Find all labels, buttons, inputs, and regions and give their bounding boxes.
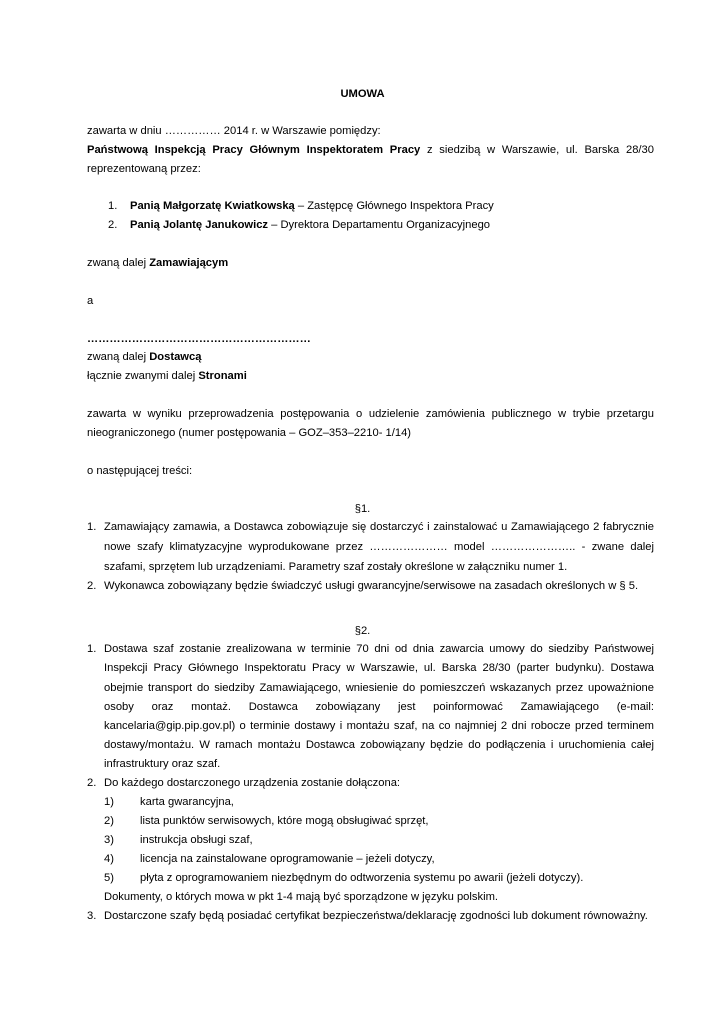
procedure-line-1: zawarta w wyniku przeprowadzenia postępowania o udzielenie zamówienia publicznego w trybie przetargu — [87, 408, 654, 420]
sub-item-text: lista punktów serwisowych, które mogą obsługiwać sprzęt, — [140, 815, 429, 827]
supplier-term: Dostawcą — [149, 351, 202, 363]
sec2-item1-line-3: obejmie transport do siedziby Zamawiającego, wniesienie do pomieszczeń wskazanych przez upoważnione — [104, 682, 654, 694]
supplier-placeholder: …………………………………………………… — [87, 333, 311, 345]
party-address: z siedzibą w Warszawie, ul. Barska 28/30 — [420, 144, 654, 156]
parties-term: Stronami — [198, 370, 247, 382]
list-item-number: 1. — [87, 643, 97, 655]
section-2-heading: §2. — [354, 625, 371, 637]
sec2-item1-line-4: osoby oraz montaż. Dostawca zobowiązany jest poinformować Zamawiającego (e-mail: — [104, 701, 654, 713]
called-supplier — [87, 350, 201, 364]
document-title: UMOWA — [340, 88, 385, 100]
list-item-number: 2. — [108, 219, 118, 231]
sec1-item1-line-1: Zamawiający zamawia, a Dostawca zobowiązuje się dostarczyć i zainstalować u Zamawiającego 2 fabrycznie — [104, 521, 654, 533]
sec1-item2-line-1: Wykonawca zobowiązany będzie świadczyć usługi gwarancyjne/serwisowe na zasadach określonych w § 5. — [104, 580, 639, 592]
and-connector: a — [87, 295, 94, 307]
list-item-number: 3. — [87, 910, 97, 922]
sub-item-number: 3) — [104, 834, 114, 846]
party-name: Państwową Inspekcją Pracy Głównym Inspektoratem Pracy — [87, 144, 421, 156]
following-content: o następującej treści: — [87, 465, 193, 477]
sub-item-text: płyta z oprogramowaniem niezbędnym do odtworzenia systemu po awarii (jeżeli dotyczy). — [140, 872, 584, 884]
documents-note: Dokumenty, o których mowa w pkt 1-4 mają być sporządzone w języku polskim. — [104, 891, 498, 903]
sub-item-text: instrukcja obsługi szaf, — [140, 834, 253, 846]
called-parties — [87, 369, 247, 383]
called-ordering — [87, 256, 228, 270]
section-1-heading: §1. — [354, 503, 371, 515]
list-item-number: 2. — [87, 777, 97, 789]
list-item-number: 1. — [108, 200, 118, 212]
sub-item-text: licencja na zainstalowane oprogramowanie – jeżeli dotyczy, — [140, 853, 435, 865]
sub-item-text: karta gwarancyjna, — [140, 796, 234, 808]
sub-item-number: 5) — [104, 872, 114, 884]
date-line: zawarta w dniu …………… 2014 r. w Warszawie pomiędzy: — [87, 125, 381, 137]
representative-2 — [130, 218, 490, 232]
called-prefix: łącznie zwanymi dalej — [87, 370, 199, 382]
sec2-item1-line-5: kancelaria@gip.pip.gov.pl) o terminie dostawy i montażu szaf, na co najmniej 2 dni robocze przed terminem — [104, 720, 654, 732]
sec2-item2-text: Do każdego dostarczonego urządzenia zostanie dołączona: — [104, 777, 401, 789]
sec1-item1-line-3: szafami, sprzętem lub urządzeniami. Parametry szaf zostały określone w załączniku numer 1. — [104, 561, 568, 573]
called-prefix: zwaną dalej — [87, 351, 150, 363]
representative-name: Panią Jolantę Janukowicz — [130, 219, 269, 231]
representative-role: – Zastępcę Głównego Inspektora Pracy — [294, 200, 494, 212]
list-item-number: 1. — [87, 521, 97, 533]
representative-role: – Dyrektora Departamentu Organizacyjnego — [268, 219, 491, 231]
sec2-item1-line-2: Inspekcji Pracy Głównego Inspektoratu Pracy w Warszawie, ul. Barska 28/30 (parter budynku). Dostawa — [104, 662, 654, 674]
representative-name: Panią Małgorzatę Kwiatkowską — [130, 200, 295, 212]
sub-item-number: 2) — [104, 815, 114, 827]
ordering-term: Zamawiającym — [149, 257, 229, 269]
representative-1 — [130, 199, 494, 213]
sec1-item1-line-2: nowe szafy klimatyzacyjne wyprodukowane przez ………………… model ………………….. - zwane dalej — [104, 541, 654, 553]
sec2-item1-line-6: dostawy/montażu. W ramach montażu Dostawca zobowiązany będzie do podłączenia i uruchomienia całej — [104, 739, 654, 751]
party-line — [87, 143, 654, 157]
procedure-line-2: nieograniczonego (numer postępowania – GOZ–353–2210- 1/14) — [87, 427, 412, 439]
sec2-item1-line-7: infrastruktury oraz szaf. — [104, 758, 221, 770]
sub-item-number: 1) — [104, 796, 114, 808]
sec2-item1-line-1: Dostawa szaf zostanie zrealizowana w terminie 70 dni od dnia zawarcia umowy do siedziby Państwowej — [104, 643, 654, 655]
called-prefix: zwaną dalej — [87, 257, 150, 269]
list-item-number: 2. — [87, 580, 97, 592]
sub-item-number: 4) — [104, 853, 114, 865]
represented-by: reprezentowaną przez: — [87, 163, 201, 175]
sec2-item3-text: Dostarczone szafy będą posiadać certyfikat bezpieczeństwa/deklarację zgodności lub dokument równoważny. — [104, 910, 648, 922]
